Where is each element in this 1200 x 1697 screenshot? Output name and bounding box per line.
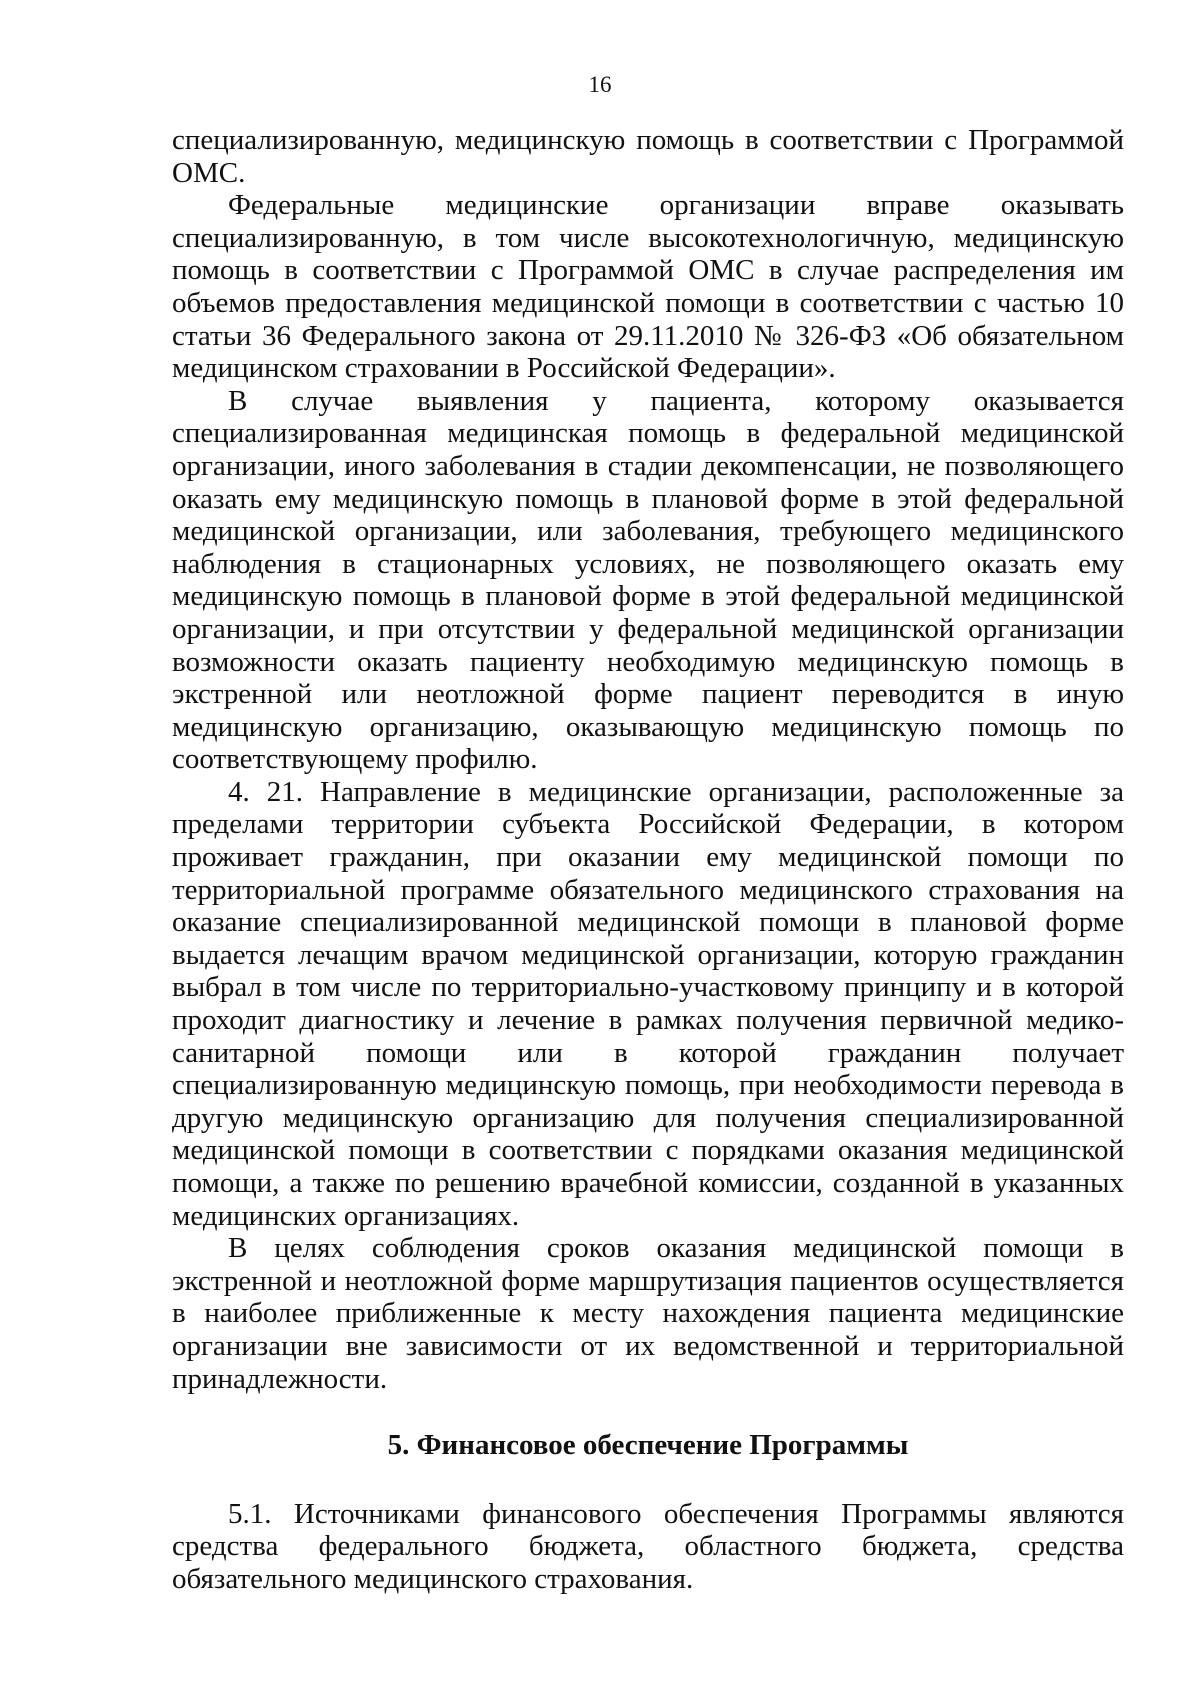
paragraph-decompensation-transfer: В случае выявления у пациента, которому оказывается специализированная медицинская помощь в федеральной медицинской организации, иного заболевания в стадии декомпенсации, не позволяющего оказать ему медицинскую помощь в плановой форме в этой федеральной медицинской организации, или заболевания, требующего медицинского наблюдения в стационарных условиях, не позволяющего оказать ему медицинскую помощь в плановой форме в этой федеральной медицинской организации, и при отсутствии у федеральной медицинской организации возможности оказать пациенту необходимую медицинскую помощь в экстренной или неотложной форме пациент переводится в иную медицинскую организацию, оказывающую медицинскую помощь по соответствующему профилю. bbox=[172, 384, 1124, 776]
paragraph-continuation: специализированную, медицинскую помощь в соответствии с Программой ОМС. bbox=[172, 124, 1124, 189]
document-body bbox=[172, 124, 1124, 1596]
paragraph-federal-organizations: Федеральные медицинские организации вправе оказывать специализированную, в том числе высокотехнологичную, медицинскую помощь в соответствии с Программой ОМС в случае распределения им объемов предоставления медицинской помощи в соответствии с частью 10 статьи 36 Федерального закона от 29.11.2010 № 326-ФЗ «Об обязательном медицинском страховании в Российской Федерации». bbox=[172, 189, 1124, 385]
page-number: 16 bbox=[588, 72, 612, 97]
paragraph-patient-routing: В целях соблюдения сроков оказания медицинской помощи в экстренной и неотложной форме маршрутизация пациентов осуществляется в наиболее приближенные к месту нахождения пациента медицинские организации вне зависимости от их ведомственной и территориальной принадлежности. bbox=[172, 1232, 1124, 1395]
section-heading: 5. Финансовое обеспечение Программы bbox=[387, 1429, 909, 1462]
paragraph-4-21-referral: 4. 21. Направление в медицинские организации, расположенные за пределами территории субъекта Российской Федерации, в котором проживает гражданин, при оказании ему медицинской помощи по территориальной программе обязательного медицинского страхования на оказание специализированной медицинской помощи в плановой форме выдается лечащим врачом медицинской организации, которую гражданин выбрал в том числе по территориально-участковому принципу и в которой проходит диагностику и лечение в рамках получения первичной медико-санитарной помощи или в которой гражданин получает специализированную медицинскую помощь, при необходимости перевода в другую медицинскую организацию для получения специализированной медицинской помощи в соответствии с порядками оказания медицинской помощи, а также по решению врачебной комиссии, созданной в указанных медицинских организациях. bbox=[172, 775, 1124, 1232]
paragraph-5-1-funding-sources: 5.1. Источниками финансового обеспечения Программы являются средства федерального бюджета, областного бюджета, средства обязательного медицинского страхования. bbox=[172, 1497, 1124, 1595]
